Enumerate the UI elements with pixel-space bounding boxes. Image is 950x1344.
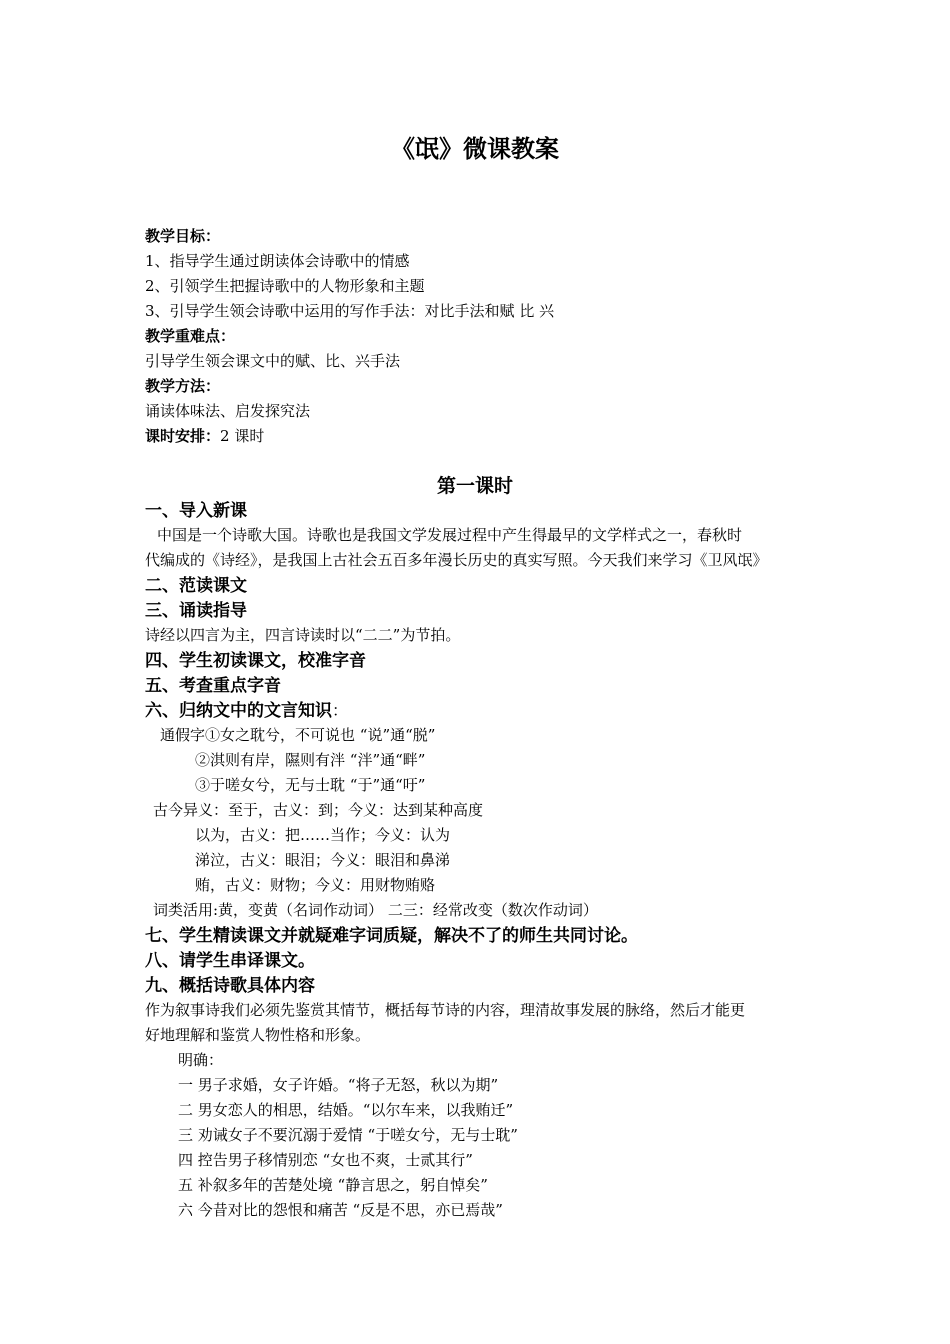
objective-item: 1、指导学生通过朗读体会诗歌中的情感 bbox=[145, 252, 410, 270]
section-paragraph-line: 好地理解和鉴赏人物性格和形象。 bbox=[145, 1026, 371, 1044]
key-points-label bbox=[145, 326, 235, 346]
grammar-line: 以为，古义：把……当作；今义：认为 bbox=[195, 826, 451, 844]
key-points-text: 引导学生领会课文中的赋、比、兴手法 bbox=[145, 352, 401, 370]
section-heading: 七、学生精读课文并就疑难字词质疑，解决不了的师生共同讨论。 bbox=[145, 926, 638, 946]
section-heading: 八、请学生串译课文。 bbox=[145, 951, 315, 971]
summary-item: 六 今昔对比的怨恨和痛苦 “反是不思，亦已焉哉” bbox=[178, 1201, 503, 1219]
section-heading: 一、导入新课 bbox=[145, 501, 247, 521]
grammar-line: 古今异义：至于，古义：到；今义：达到某种高度 bbox=[153, 801, 484, 819]
grammar-line: 涕泣，古义：眼泪；今义：眼泪和鼻涕 bbox=[195, 851, 451, 869]
objective-item: 2、引领学生把握诗歌中的人物形象和主题 bbox=[145, 277, 425, 295]
grammar-line: 词类活用:黄，变黄（名词作动词） 二三：经常改变（数次作动词） bbox=[153, 901, 598, 919]
key-points-label-text: 教学重难点： bbox=[145, 327, 236, 345]
section-paragraph-line: 中国是一个诗歌大国。诗歌也是我国文学发展过程中产生得最早的文学样式之一，春秋时 bbox=[157, 526, 743, 544]
section-paragraph-line: 诗经以四言为主，四言诗读时以“二二”为节拍。 bbox=[145, 626, 461, 644]
objectives-label-text: 教学目标： bbox=[145, 227, 221, 245]
grammar-line: ③于嗟女兮，无与士耽 “于”通“吁” bbox=[195, 776, 426, 794]
section-heading: 三、诵读指导 bbox=[145, 601, 247, 621]
document-title: 《氓》微课教案 bbox=[391, 135, 559, 163]
lesson1-title: 第一课时 bbox=[436, 475, 513, 497]
schedule-line bbox=[145, 426, 264, 446]
summary-item: 二 男女恋人的相思，结婚。“以尔车来，以我贿迁” bbox=[178, 1101, 514, 1119]
summary-item: 四 控告男子移情别恋 “女也不爽，士贰其行” bbox=[178, 1151, 473, 1169]
methods-label-text: 教学方法： bbox=[145, 377, 221, 395]
section-heading: 四、学生初读课文，校准字音 bbox=[145, 651, 366, 671]
methods-label bbox=[145, 376, 220, 396]
schedule-label: 课时安排： bbox=[145, 427, 221, 445]
clarify-label: 明确： bbox=[178, 1051, 224, 1069]
section-heading-with-colon bbox=[145, 700, 348, 722]
objective-item: 3、引导学生领会诗歌中运用的写作手法：对比手法和赋 比 兴 bbox=[145, 302, 555, 320]
section-heading: 五、考查重点字音 bbox=[145, 676, 281, 696]
methods-text: 诵读体味法、启发探究法 bbox=[145, 402, 311, 420]
section-paragraph-line: 作为叙事诗我们必须先鉴赏其情节，概括每节诗的内容，理清故事发展的脉络，然后才能更 bbox=[145, 1001, 746, 1019]
grammar-line: ②淇则有岸，隰则有泮 “泮”通“畔” bbox=[195, 751, 426, 769]
grammar-line: 通假字①女之耽兮，不可说也 “说”通“脱” bbox=[160, 726, 436, 744]
section-heading: 九、概括诗歌具体内容 bbox=[145, 976, 315, 996]
section-heading: 二、范读课文 bbox=[145, 576, 247, 596]
summary-item: 五 补叙多年的苦楚处境 “静言思之，躬自悼矣” bbox=[178, 1176, 488, 1194]
schedule-value: 2 课时 bbox=[220, 427, 265, 445]
summary-item: 三 劝诫女子不要沉溺于爱情 “于嗟女兮，无与士耽” bbox=[178, 1126, 518, 1144]
objectives-label bbox=[145, 226, 220, 246]
summary-item: 一 男子求婚，女子许婚。“将子无怒，秋以为期” bbox=[178, 1076, 499, 1094]
section-heading-colon: ： bbox=[332, 701, 349, 720]
section-paragraph-line: 代编成的《诗经》，是我国上古社会五百多年漫长历史的真实写照。今天我们来学习《卫风氓》 bbox=[145, 551, 768, 569]
section-heading-text: 六、归纳文中的文言知识 bbox=[145, 701, 332, 721]
grammar-line: 贿，古义：财物；今义：用财物贿赂 bbox=[195, 876, 436, 894]
